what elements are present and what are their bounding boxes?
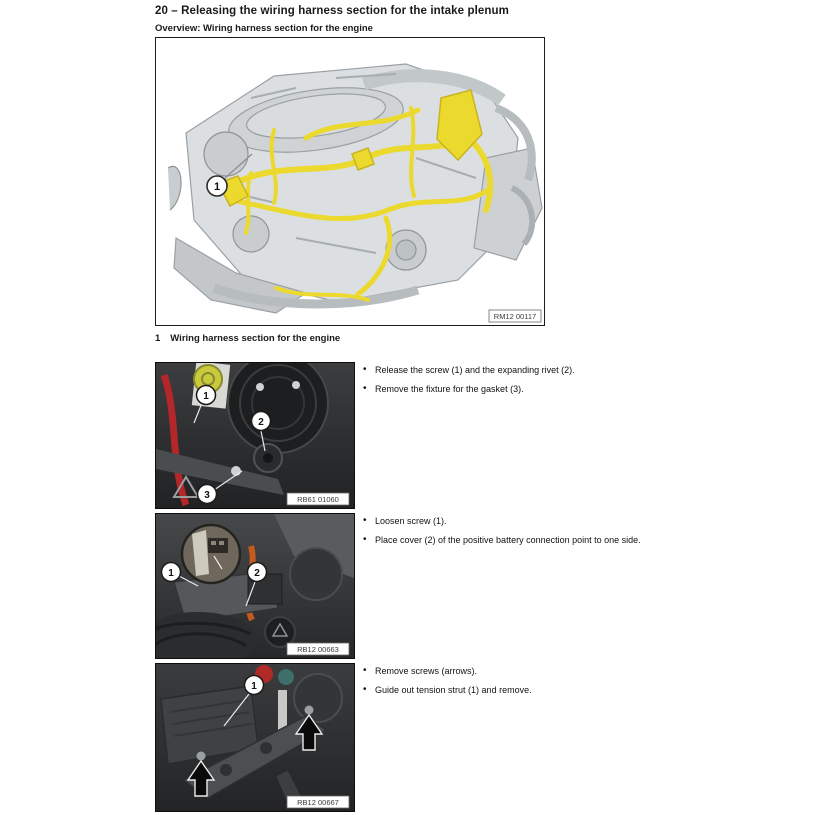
figure-ref-label: RM12 00117 — [493, 312, 537, 321]
step-1-photo — [155, 362, 355, 509]
step-2-photo — [155, 513, 355, 659]
strut-tower — [290, 548, 342, 600]
instruction-item: • Remove screws (arrows). — [361, 665, 532, 677]
instruction-item: • Loosen screw (1). — [361, 515, 641, 527]
step-3-ref-label: RB12 00667 — [297, 798, 339, 807]
magnifier-inset — [182, 525, 240, 583]
step-2-callout-1-label: 1 — [168, 568, 174, 579]
engine-illustration — [156, 38, 544, 325]
step-row-2 — [155, 513, 641, 659]
instruction-item: • Remove the fixture for the gasket (3). — [361, 383, 575, 395]
instruction-item: • Guide out tension strut (1) and remove. — [361, 684, 532, 696]
overview-heading: Overview: Wiring harness section for the engine — [155, 23, 373, 34]
instruction-item: • Release the screw (1) and the expanding rivet (2). — [361, 364, 575, 376]
step-1-callout-3-label: 3 — [204, 490, 210, 501]
teal-cap — [278, 669, 294, 685]
white-post — [278, 690, 287, 732]
page-title: 20 – Releasing the wiring harness section for the intake plenum — [155, 5, 509, 17]
instruction-item: • Place cover (2) of the positive battery connection point to one side. — [361, 534, 641, 546]
step-1-illustration — [156, 363, 354, 508]
step-3-illustration — [156, 664, 354, 811]
strut-tower — [294, 674, 342, 722]
step-3-photo — [155, 663, 355, 812]
step-1-callout-2-label: 2 — [258, 417, 264, 428]
screw-left — [197, 752, 206, 761]
figure-ref — [489, 310, 541, 322]
step-row-1 — [155, 362, 575, 509]
step-1-ref — [287, 493, 349, 505]
step-1-ref-label: RB61 01060 — [297, 495, 339, 504]
step-2-ref — [287, 643, 349, 655]
step-2-ref-label: RB12 00663 — [297, 645, 339, 654]
step-2-instructions — [361, 513, 641, 553]
step-3-instructions — [361, 663, 532, 703]
inset-pin — [211, 541, 216, 545]
step-2-callout-2-label: 2 — [254, 568, 260, 579]
step-3-callout-1-label: 1 — [251, 681, 257, 692]
step-row-3 — [155, 663, 532, 812]
figure-caption-text: Wiring harness section for the engine — [170, 333, 341, 344]
rubber-mount-center — [263, 453, 273, 463]
step-3-ref — [287, 796, 349, 808]
step-2-illustration — [156, 514, 354, 658]
inset-connector — [208, 538, 228, 553]
overview-figure — [155, 37, 545, 326]
reservoir-cap — [265, 617, 295, 647]
brake-booster — [228, 363, 328, 453]
inset-pin — [219, 541, 224, 545]
overview-callout-1-label: 1 — [213, 181, 221, 193]
screw-right — [305, 706, 314, 715]
step-1-instructions — [361, 362, 575, 402]
figure-caption — [155, 333, 340, 344]
figure-caption-number: 1 — [155, 333, 161, 344]
step-1-callout-1-label: 1 — [203, 391, 209, 402]
